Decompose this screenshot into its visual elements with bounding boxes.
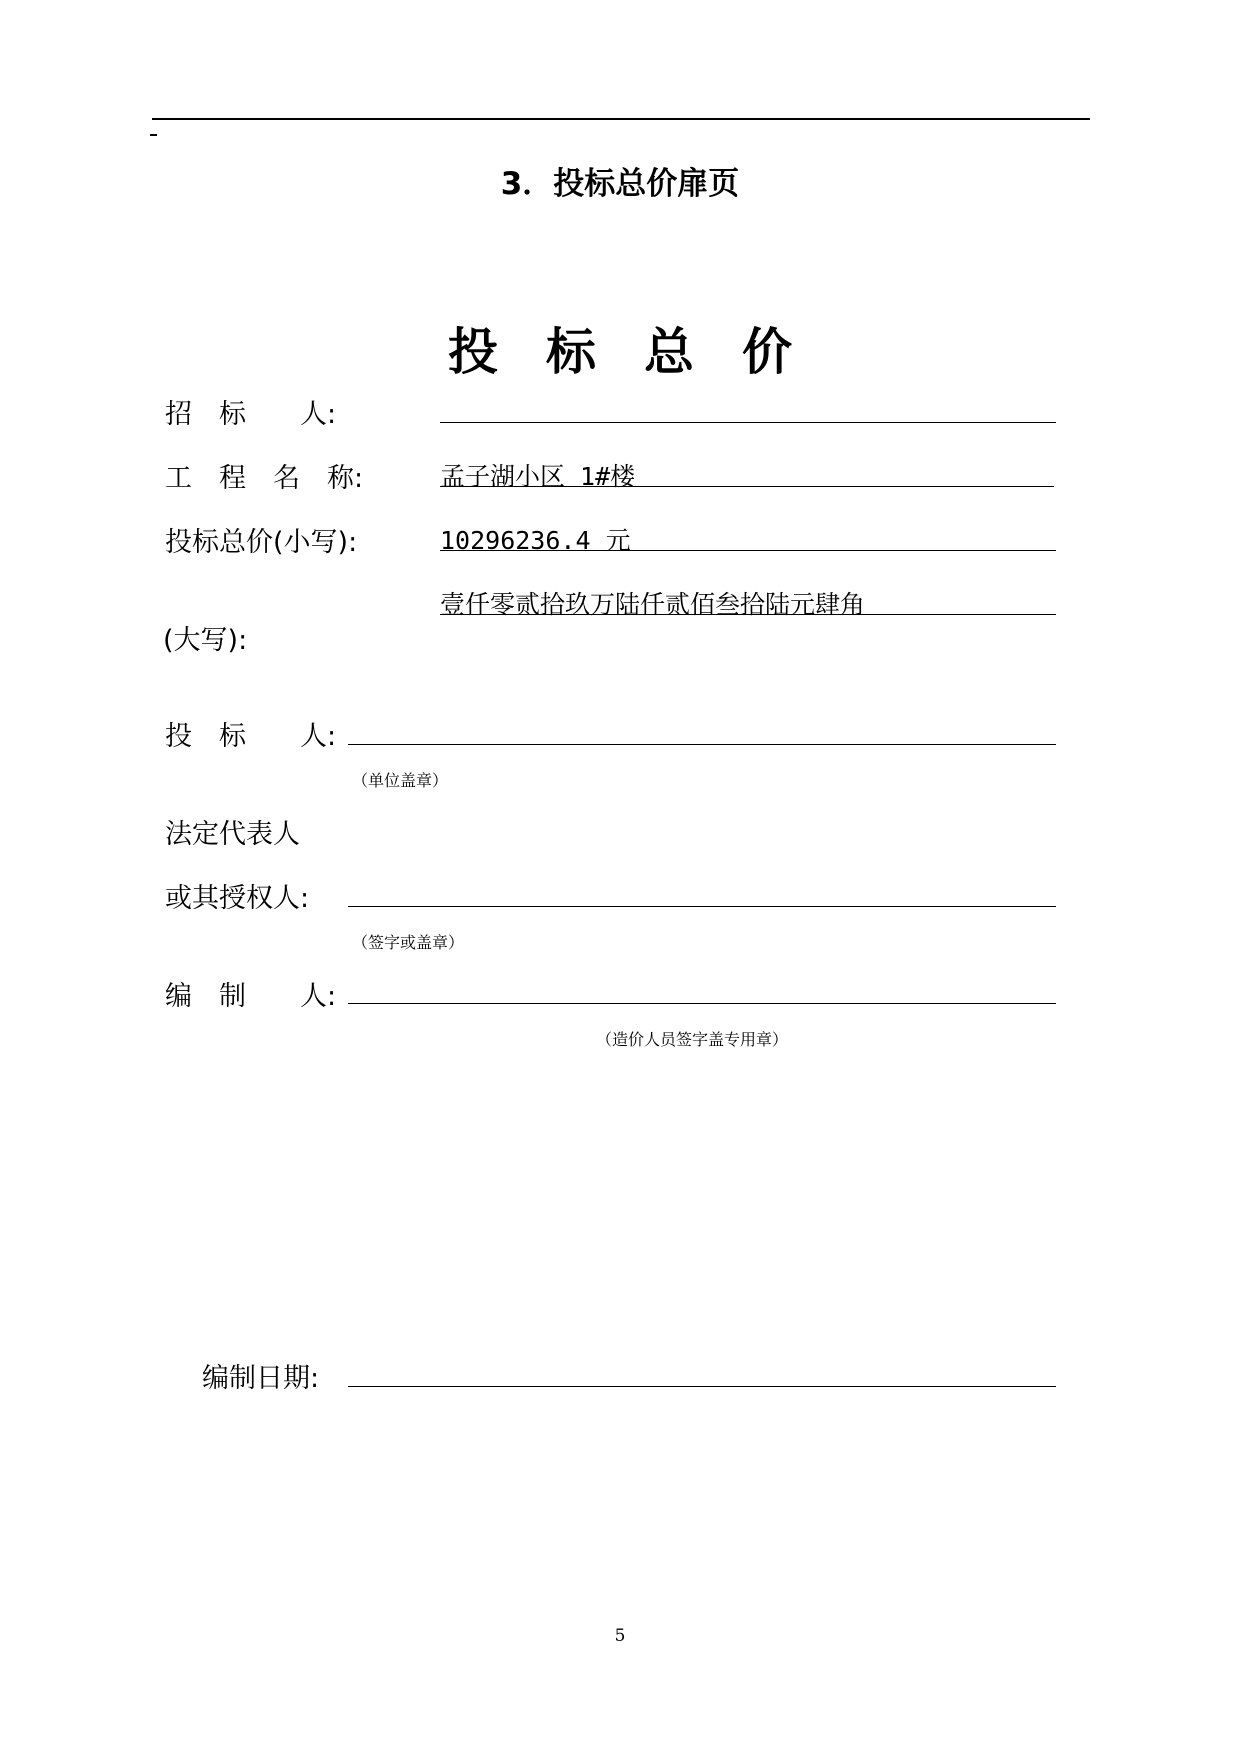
compile-date-underline (348, 1386, 1056, 1387)
project-name-underline (440, 486, 1054, 487)
bidder-underline (348, 744, 1056, 745)
project-name-label: 工 程 名 称: (165, 463, 364, 494)
price-lower-label: 投标总价(小写): (165, 527, 358, 558)
legal-rep-label-line1: 法定代表人 (165, 819, 300, 850)
price-lower-underline (440, 550, 1056, 551)
price-upper-value: 壹仟零贰拾玖万陆仟贰佰叁拾陆元肆角 (440, 590, 866, 619)
bidder-note: （单位盖章） (352, 771, 449, 790)
compile-date-label: 编制日期: (202, 1363, 320, 1394)
section-title: 3．投标总价扉页 (500, 166, 740, 202)
price-lower-value: 10296236.4 元 (440, 526, 631, 555)
legal-rep-label-line2: 或其授权人: (165, 883, 310, 914)
project-name-value: 孟子湖小区 1#楼 (440, 462, 636, 491)
main-title: 投标总价 (448, 322, 840, 381)
page-number: 5 (614, 1626, 626, 1646)
compiler-note: （造价人员签字盖专用章） (596, 1030, 789, 1049)
bidder-label: 投 标 人: (165, 721, 337, 752)
header-rule (152, 118, 1090, 120)
legal-rep-underline (348, 906, 1056, 907)
legal-rep-note: （签字或盖章） (352, 933, 465, 952)
compiler-underline (348, 1003, 1056, 1004)
price-upper-underline (440, 614, 1056, 615)
price-upper-label: (大写): (163, 625, 248, 656)
header-dash (150, 134, 157, 136)
tenderee-label: 招 标 人: (165, 399, 337, 430)
tenderee-underline (440, 422, 1056, 423)
compiler-label: 编 制 人: (165, 981, 337, 1012)
